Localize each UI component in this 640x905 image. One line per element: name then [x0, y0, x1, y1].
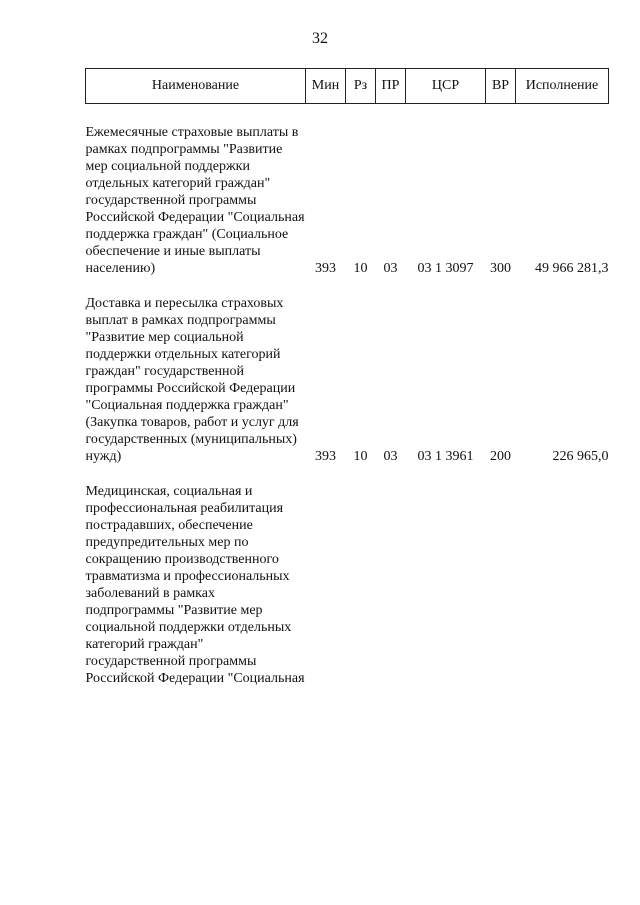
page-number: 32 — [312, 30, 328, 47]
col-header-vr: ВР — [486, 69, 516, 104]
row-name: Ежемесячные страховые выплаты в рамках подпрограммы "Развитие мер социальной поддержки отдельных категорий граждан" государственной программы Российской Федерации "Социальная поддержка граждан" (Социальное обеспечение и иные выплаты населению) — [85, 125, 305, 276]
row-rz: 10 — [353, 449, 368, 464]
table-row — [86, 295, 609, 465]
row-amount: 226 965,0 — [552, 449, 609, 464]
col-header-name: Наименование — [86, 69, 306, 104]
col-header-csr: ЦСР — [406, 69, 486, 104]
row-pr: 03 — [383, 449, 398, 464]
row-csr: 03 1 3097 — [417, 261, 474, 276]
row-min: 393 — [315, 449, 336, 464]
table-row — [86, 124, 609, 277]
row-name: Медицинская, социальная и профессиональная реабилитация пострадавших, обеспечение предупредительных мер по сокращению производственного травматизма и профессиональных заболеваний в рамках подпрограммы "Развитие мер социальной поддержки отдельных категорий граждан" государственной программы Российской Федерации "Социальная — [85, 484, 305, 686]
row-vr — [486, 483, 516, 687]
row-csr — [406, 483, 486, 687]
row-pr — [376, 483, 406, 687]
row-amount — [516, 483, 609, 687]
col-header-amount: Исполнение — [516, 69, 609, 104]
table-row — [86, 483, 609, 687]
row-vr: 300 — [490, 261, 511, 276]
row-name: Доставка и пересылка страховых выплат в рамках подпрограммы "Развитие мер социальной поддержки отдельных категорий граждан" государственной программы Российской Федерации "Социальная поддержка граждан" (Закупка товаров, работ и услуг для государственных (муниципальных) нужд) — [85, 296, 299, 464]
row-rz: 10 — [353, 261, 368, 276]
budget-table — [85, 68, 609, 687]
row-csr: 03 1 3961 — [417, 449, 474, 464]
row-pr: 03 — [383, 261, 398, 276]
row-rz — [346, 483, 376, 687]
col-header-rz: Рз — [346, 69, 376, 104]
col-header-min: Мин — [306, 69, 346, 104]
row-min — [306, 483, 346, 687]
table-header-row — [86, 69, 609, 104]
row-vr: 200 — [490, 449, 511, 464]
col-header-pr: ПР — [376, 69, 406, 104]
row-amount: 49 966 281,3 — [535, 261, 609, 276]
row-min: 393 — [315, 261, 336, 276]
